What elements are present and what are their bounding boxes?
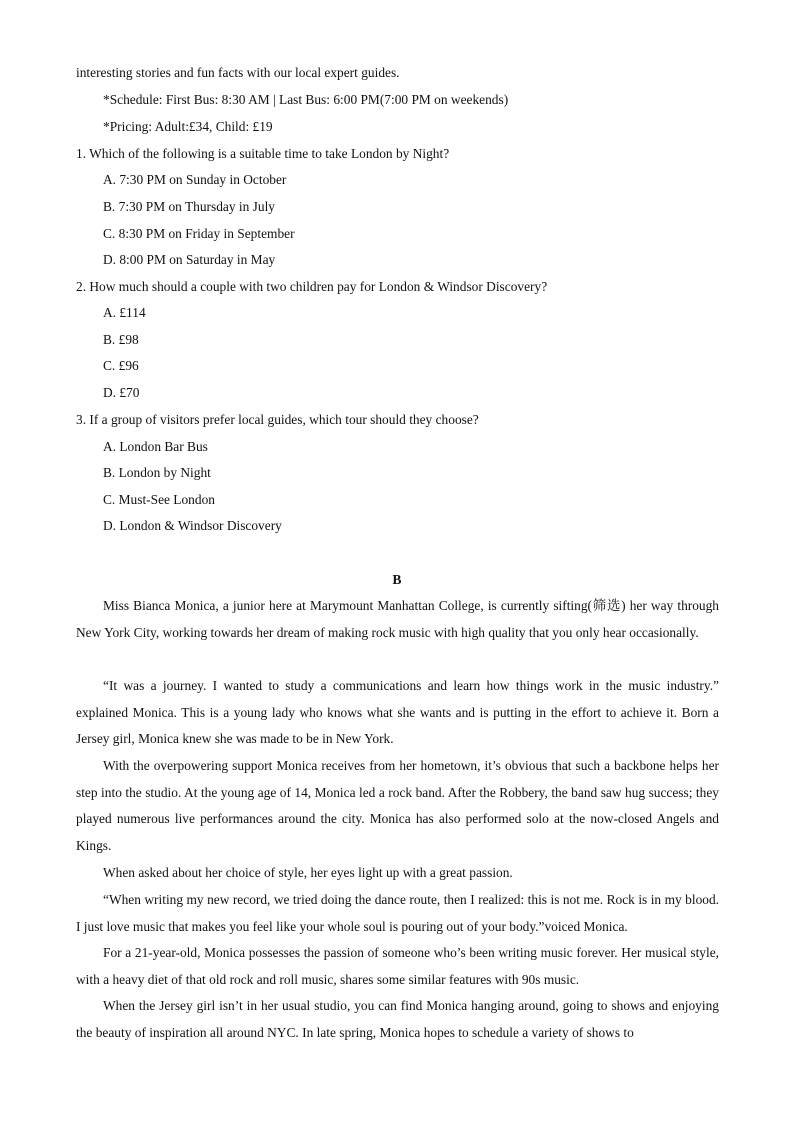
- question-1-stem: 1. Which of the following is a suitable time to take London by Night?: [76, 146, 450, 161]
- question-2-option-a: A. £114: [103, 305, 146, 320]
- passage-b-paragraph-7: When the Jersey girl isn’t in her usual studio, you can find Monica hanging around, going to shows and enjoying the beauty of inspiration all around NYC. In late spring, Monica hopes to schedule a variety of shows to: [76, 998, 719, 1040]
- question-1-option-c: C. 8:30 PM on Friday in September: [103, 226, 295, 241]
- passage-a-closing-line: interesting stories and fun facts with our local expert guides.: [76, 65, 400, 80]
- question-3-stem: 3. If a group of visitors prefer local guides, which tour should they choose?: [76, 412, 479, 427]
- question-2-option-c: C. £96: [103, 358, 139, 373]
- question-2-option-b: B. £98: [103, 332, 139, 347]
- pricing-line: *Pricing: Adult:£34, Child: £19: [103, 119, 273, 134]
- passage-b-paragraph-3: With the overpowering support Monica receives from her hometown, it’s obvious that such a backbone helps her step into the studio. At the young age of 14, Monica led a rock band. After the Robbery, the band saw hug success; they played numerous live performances around the city. Monica has also performed solo at the now-closed Angels and Kings.: [76, 758, 719, 854]
- passage-b-paragraph-1: Miss Bianca Monica, a junior here at Marymount Manhattan College, is currently sifting(筛选) her way through New York City, working towards her dream of making rock music with high quality that you only hear occasionally.: [76, 598, 719, 640]
- question-2-option-d: D. £70: [103, 385, 140, 400]
- passage-b-paragraph-5: “When writing my new record, we tried doing the dance route, then I realized: this is not me. Rock is in my blood. I just love music that makes you feel like your whole soul is pouring out of your body.”voiced Monica.: [76, 892, 719, 934]
- question-3-option-b: B. London by Night: [103, 465, 211, 480]
- question-2-stem: 2. How much should a couple with two children pay for London & Windsor Discovery?: [76, 279, 548, 294]
- schedule-line: *Schedule: First Bus: 8:30 AM | Last Bus: 6:00 PM(7:00 PM on weekends): [103, 92, 509, 107]
- question-1-option-b: B. 7:30 PM on Thursday in July: [103, 199, 275, 214]
- passage-b-title: B: [392, 572, 402, 587]
- passage-b-paragraph-4: When asked about her choice of style, her eyes light up with a great passion.: [103, 865, 513, 880]
- passage-b-paragraph-6: For a 21-year-old, Monica possesses the passion of someone who’s been writing music forever. Her musical style, with a heavy diet of that old rock and roll music, shares some similar features with 90s music.: [76, 945, 719, 987]
- passage-b-paragraph-2: “It was a journey. I wanted to study a communications and learn how things work in the music industry.” explained Monica. This is a young lady who knows what she wants and is putting in the effort to achieve it. Born a Jersey girl, Monica knew she was made to be in New York.: [76, 678, 719, 747]
- question-1-option-a: A. 7:30 PM on Sunday in October: [103, 172, 287, 187]
- question-3-option-a: A. London Bar Bus: [103, 439, 208, 454]
- question-3-option-c: C. Must-See London: [103, 492, 215, 507]
- question-3-option-d: D. London & Windsor Discovery: [103, 518, 282, 533]
- question-1-option-d: D. 8:00 PM on Saturday in May: [103, 252, 276, 267]
